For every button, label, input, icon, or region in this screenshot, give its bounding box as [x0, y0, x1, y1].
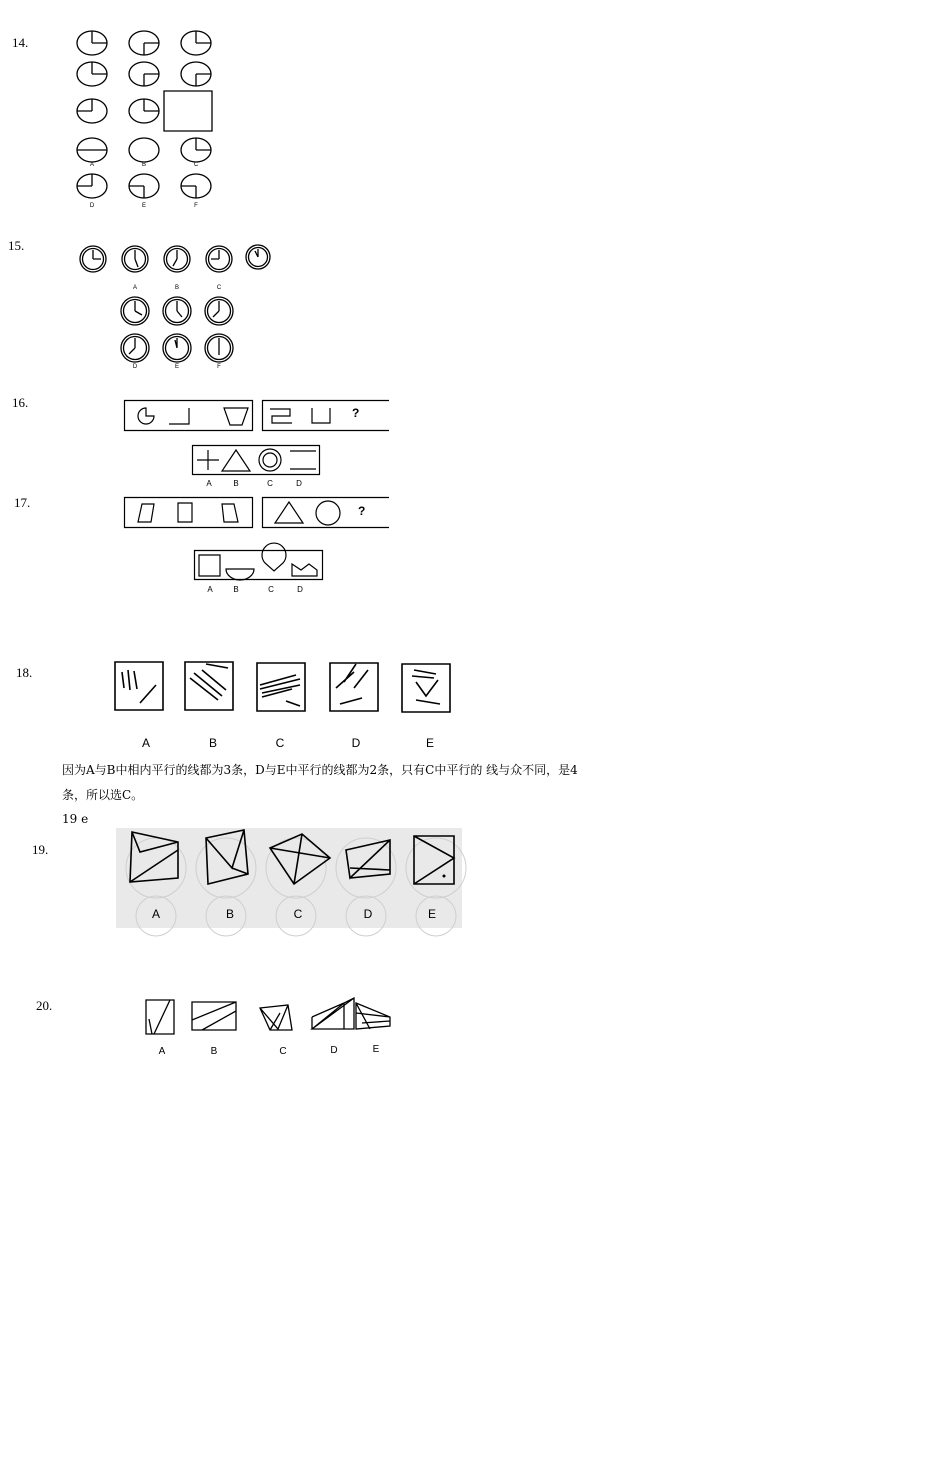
q14-option-label: E [141, 203, 146, 209]
q17-option-label: D [297, 585, 303, 594]
q18-option-label: A [141, 736, 150, 750]
q18-explanation-line-2: 条，所以选C。 [62, 788, 144, 802]
q19-option-label: C [293, 907, 303, 921]
q19-sub-label: 19 e [62, 812, 89, 826]
question-20-number: 20. [36, 998, 53, 1013]
question-14-number: 14. [12, 35, 29, 50]
q17-option-label: C [268, 585, 274, 594]
q14-figure-grid [70, 28, 230, 208]
q18-option-label: C [275, 736, 285, 750]
q18-option-label: D [351, 736, 361, 750]
q20-option-label: C [279, 1046, 287, 1057]
q18-option-label: E [425, 736, 434, 750]
q16-options-box [192, 445, 322, 477]
q19-option-label: E [427, 907, 436, 921]
q15-option-label: C [216, 285, 222, 291]
q14-option-label: C [193, 162, 199, 168]
q18-option-label: B [208, 736, 217, 750]
q15-clock-options [120, 295, 240, 370]
q16-option-label: C [267, 479, 273, 488]
q16-sequence-box-2 [262, 400, 392, 432]
q19-option-label: B [225, 907, 234, 921]
q16-sequence-box-1 [124, 400, 254, 432]
q16-question-mark: ? [352, 406, 360, 420]
q20-option-label: D [330, 1045, 338, 1056]
q17-sequence-box-1 [124, 497, 254, 529]
q15-option-label: B [174, 285, 179, 291]
q17-options-box [194, 550, 326, 582]
q15-option-label: F [217, 364, 221, 370]
question-15-number: 15. [8, 238, 25, 253]
q15-option-label: A [132, 285, 137, 291]
q14-option-label: D [89, 203, 95, 209]
question-19-number: 19. [32, 842, 49, 857]
q16-option-label: A [206, 479, 212, 488]
q14-option-label: B [141, 162, 146, 168]
q20-option-label: B [210, 1046, 218, 1057]
question-16-number: 16. [12, 395, 29, 410]
q17-option-label: A [207, 585, 213, 594]
q20-option-label: E [372, 1044, 380, 1055]
q15-option-label: E [174, 364, 179, 370]
q19-option-label: D [363, 907, 373, 921]
q17-question-mark: ? [358, 504, 366, 518]
q17-sequence-box-2 [262, 497, 392, 529]
q20-option-label: A [158, 1046, 166, 1057]
q19-option-label: A [151, 907, 160, 921]
q18-figure-row [110, 658, 470, 718]
q17-option-label: B [233, 585, 239, 594]
q16-option-label: D [296, 479, 302, 488]
q14-option-label: A [89, 162, 94, 168]
q20-figure-row [140, 993, 400, 1038]
q15-clock-sequence [78, 242, 278, 278]
q16-option-label: B [233, 479, 239, 488]
question-17-number: 17. [14, 495, 31, 510]
q14-option-label: F [194, 203, 198, 209]
q15-option-label: D [132, 364, 138, 370]
question-18-number: 18. [16, 665, 33, 680]
q18-explanation-line-1: 因为A与B中相内平行的线都为3条，D与E中平行的线都为2条，只有C中平行的 线与众不同，是4 [62, 763, 578, 777]
